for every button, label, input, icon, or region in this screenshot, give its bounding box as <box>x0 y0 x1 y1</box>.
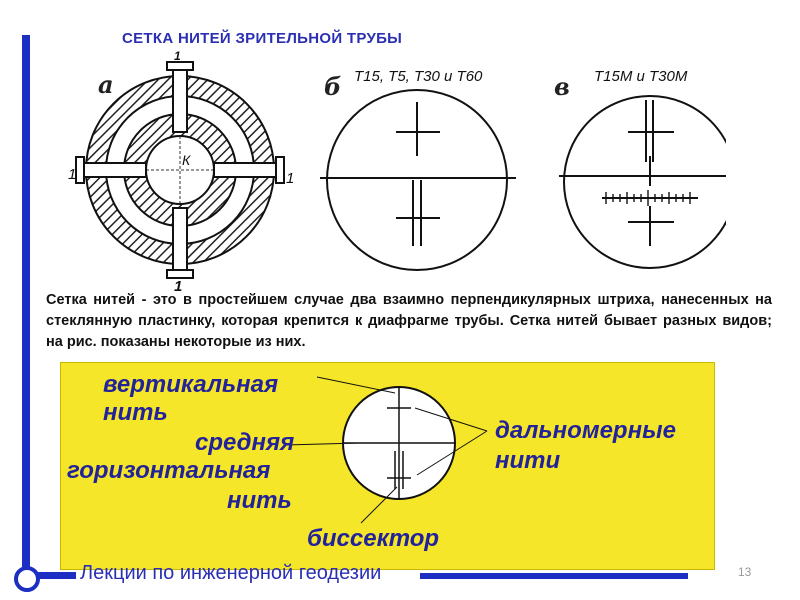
screw-label-right: 1 <box>286 170 295 187</box>
label-vertical-line-2: нить <box>103 399 168 426</box>
reticle-figure-v <box>559 96 726 268</box>
footer-circle-marker <box>14 566 40 592</box>
label-vertical-line: вертикальная <box>103 371 279 398</box>
footer-text: Лекции по инженерной геодезии <box>80 562 382 584</box>
reticle-parts-diagram <box>60 362 715 570</box>
reticle-figures-svg <box>62 56 726 292</box>
center-label: К <box>182 152 191 168</box>
page-number: 13 <box>738 565 752 579</box>
figure-label-v: в <box>554 72 570 101</box>
left-accent-bar <box>22 35 30 575</box>
label-middle-horizontal: средняя <box>195 429 295 456</box>
description-paragraph: Сетка нитей - это в простейшем случае два взаимно перпендикулярных штриха, нанесенных на стеклянную пластинку, которая крепится к диафрагме трубы. Сетка нитей бывает разных видов; на рис. показаны некоторые из них. <box>46 292 772 350</box>
caption-figure-v: Т15М и Т30М <box>594 68 688 85</box>
label-rangefinder-lines: дальномерные <box>495 417 676 444</box>
caption-figure-b: Т15, Т5, Т30 и Т60 <box>354 68 483 85</box>
screw-label-left: 1 <box>68 166 77 183</box>
screw-label-top: 1 <box>174 49 181 63</box>
screw-label-bottom: 1 <box>174 278 183 295</box>
reticle-figure-b <box>320 90 516 270</box>
label-rangefinder-lines-2: нити <box>495 447 561 474</box>
reticle-figures <box>62 49 726 295</box>
slide-title: СЕТКА НИТЕЙ ЗРИТЕЛЬНОЙ ТРУБЫ <box>122 30 403 47</box>
label-bisector: биссектор <box>307 525 440 552</box>
label-middle-horizontal-3: нить <box>227 487 292 514</box>
footer-accent-bar-right <box>420 573 688 579</box>
figure-label-b: б <box>324 72 342 101</box>
figure-label-a: а <box>98 70 114 99</box>
label-middle-horizontal-2: горизонтальная <box>67 457 271 484</box>
